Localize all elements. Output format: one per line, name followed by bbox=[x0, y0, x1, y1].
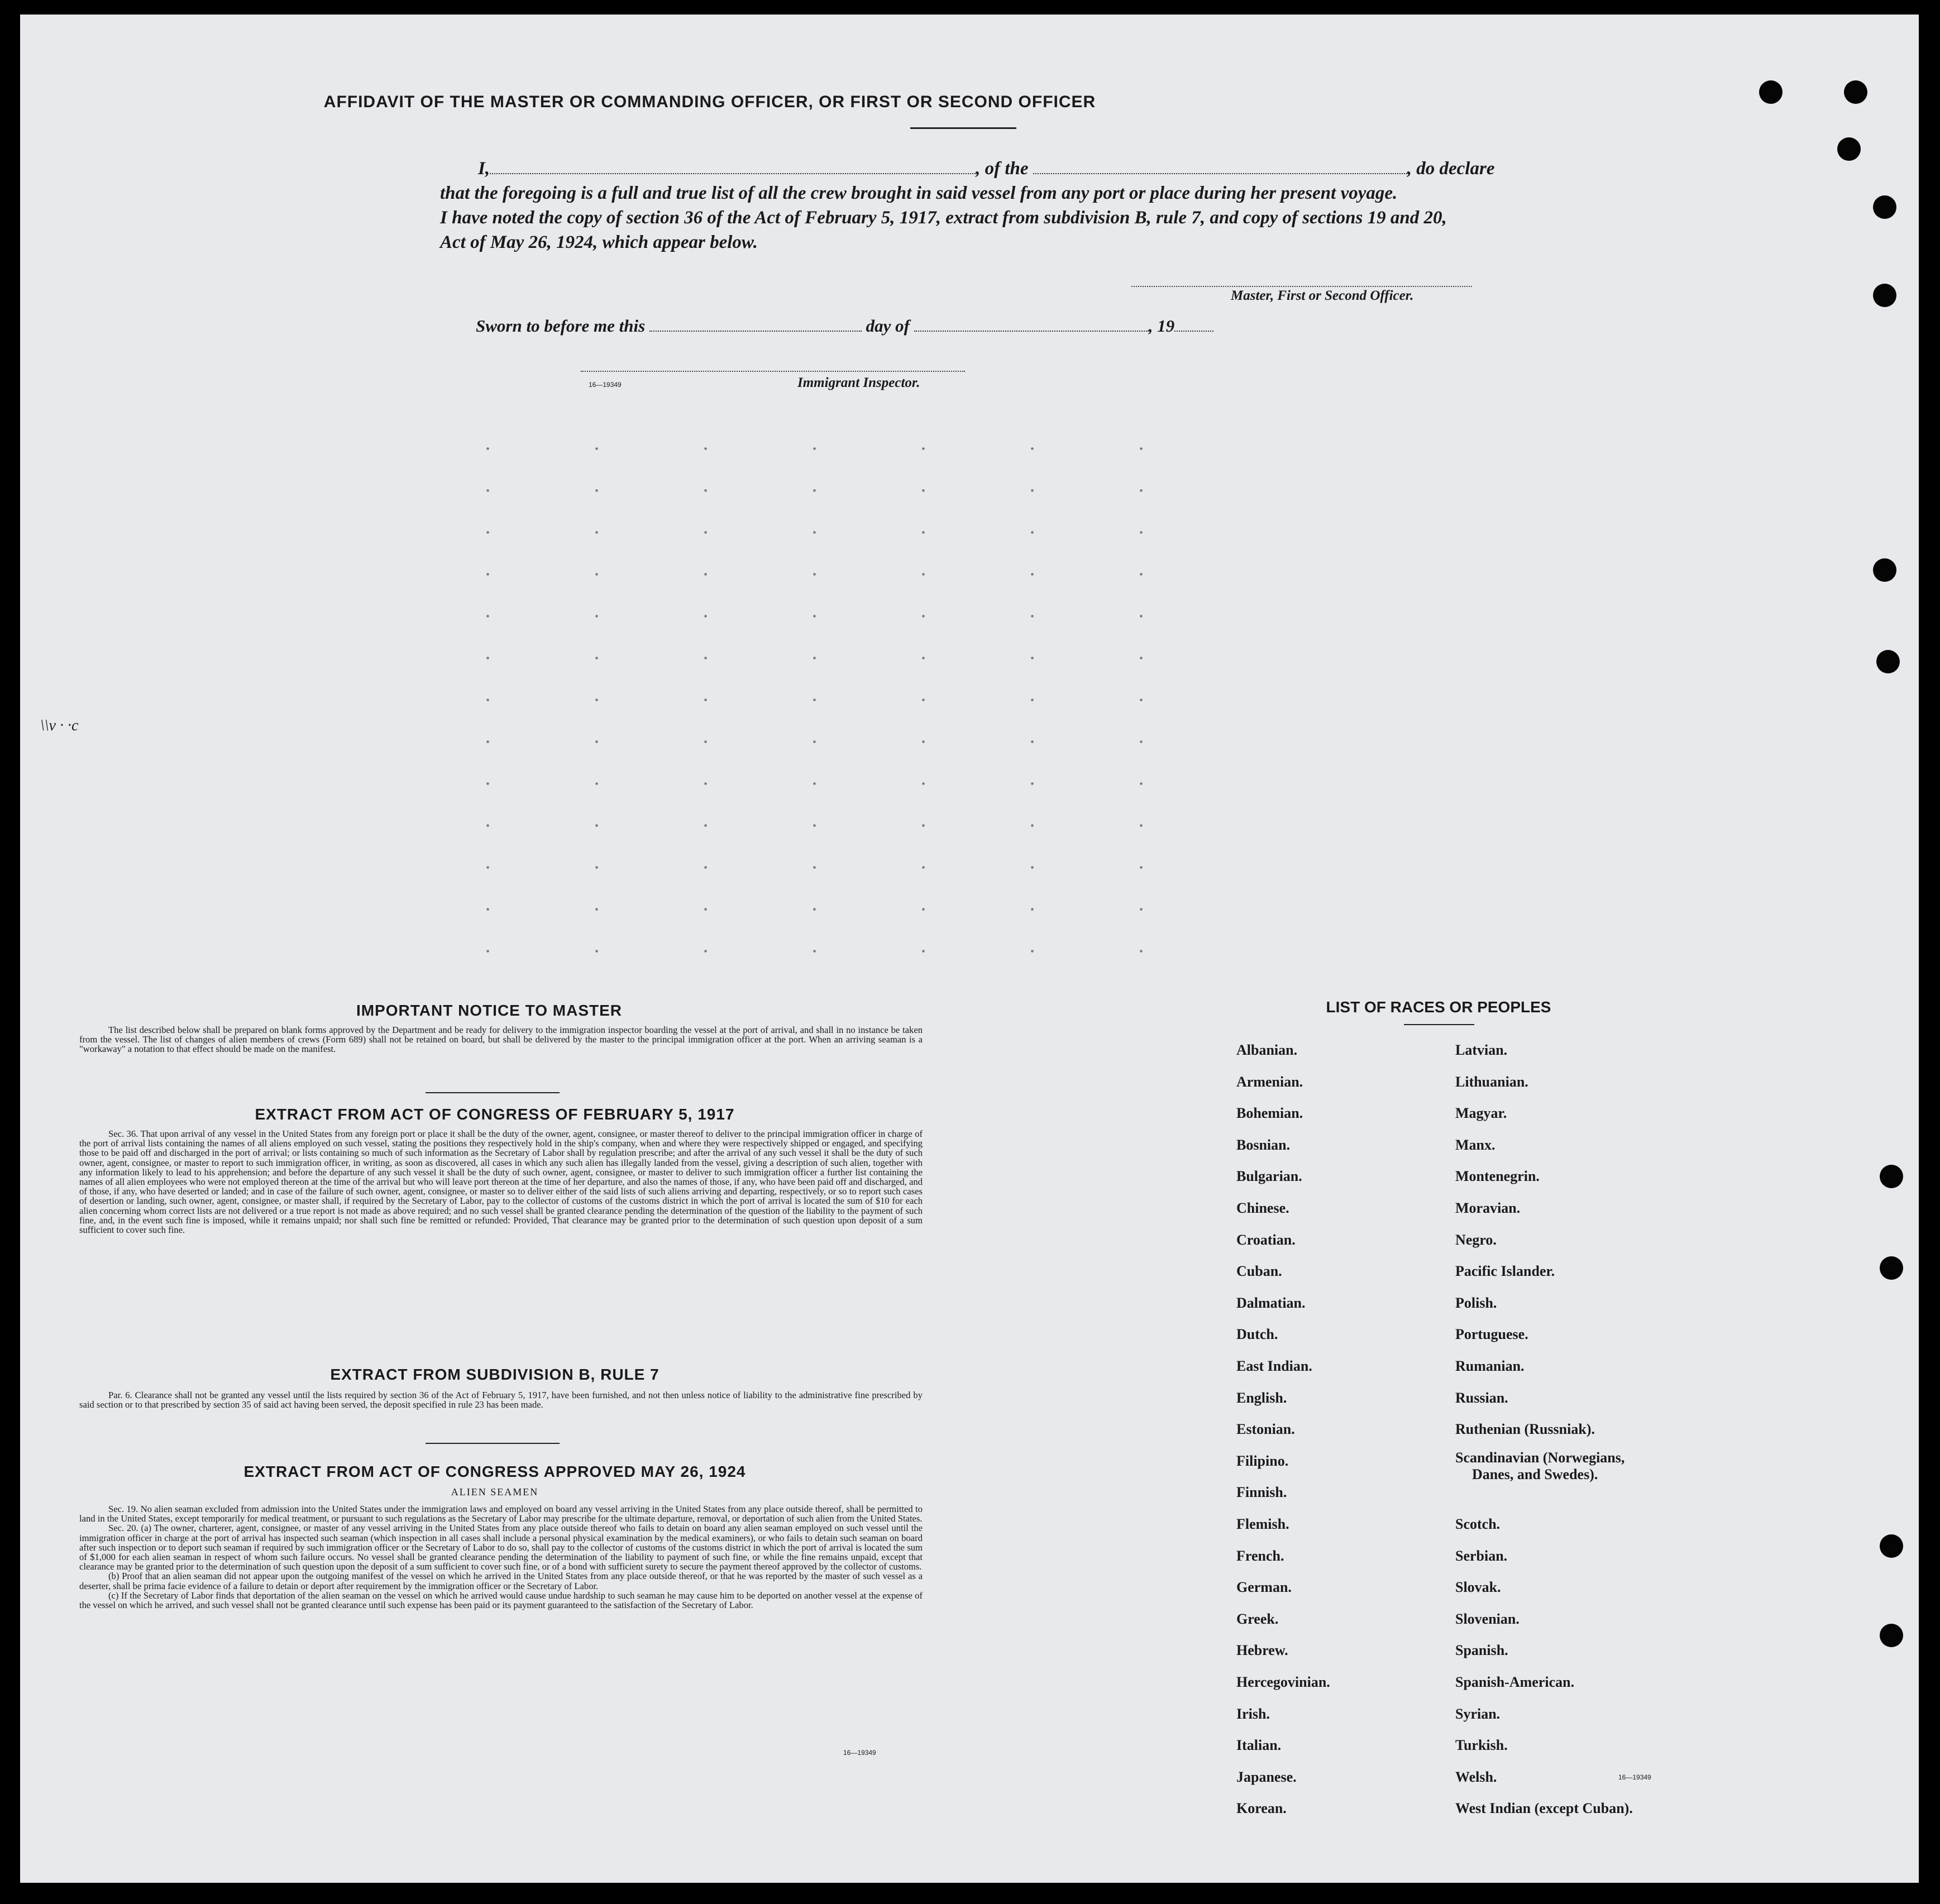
race-item: Flemish. bbox=[1236, 1516, 1289, 1532]
race-item: Scandinavian (Norwegians, bbox=[1455, 1449, 1625, 1466]
sworn-day-blank[interactable] bbox=[649, 318, 862, 332]
race-item: Ruthenian (Russniak). bbox=[1455, 1421, 1595, 1438]
punch-hole bbox=[1837, 137, 1861, 161]
rule-7-title: EXTRACT FROM SUBDIVISION B, RULE 7 bbox=[330, 1366, 660, 1383]
race-item: English. bbox=[1236, 1389, 1287, 1406]
punch-hole bbox=[1876, 650, 1900, 673]
punch-hole bbox=[1880, 1624, 1903, 1647]
rule-7-text: Par. 6. Clearance shall not be granted any vessel until the lists required by section 36 of the Act of February 5, 1917, have been furnished, and not then unless notice of liability to the administrative fine prescribed by said section or to that prescribed by section 35 of said act having been served, the deposit specified in rule 23 has been made. bbox=[79, 1390, 923, 1410]
extract-1924-title: EXTRACT FROM ACT OF CONGRESS APPROVED MAY 26, 1924 bbox=[243, 1463, 746, 1480]
race-item: Hebrew. bbox=[1236, 1642, 1288, 1659]
extract-1917-text: Sec. 36. That upon arrival of any vessel in the United States from any foreign port or place it shall be the duty of the owner, agent, consignee, or master thereof to deliver to the principal immigration officer in charge of the port of arrival lists containing the names of all aliens employed on such vessel, stating the positions they respectively hold in the ship's company, when and where they were respectively shipped or engaged, and specifying those to be paid off and discharged in the port of arrival; or lists containing so much of such information as the Secretary of Labor shall by regulation prescribe; and after the arrival of any such vessel it shall be the duty of such owner, agent, consignee, or master to report to such immigration officer, in writing, as soon as discovered, all cases in which any such alien has illegally landed from the vessel, giving a description of such alien, together with any information likely to lead to his apprehension; and before the departure of any such vessel it shall be the duty of such owner, agent, consignee, or master to deliver to such immigration officer a further list containing the names of all alien employees who were not employed thereon at the time of the arrival but who will leave port thereon at the time of her departure, and also the names of those, if any, who have been paid off and discharged, and of those, if any, who have deserted or landed; and in case of the failure of such owner, agent, consignee, or master so to deliver either of the said lists of such aliens arriving and departing, respectively, or so to report such cases of desertion or landing, such owner, agent, consignee, or master shall, if required by the Secretary of Labor, pay to the collector of customs of the customs district in which the port of arrival is located the sum of $10 for each alien concerning whom correct lists are not delivered or a true report is not made as above required; and no such vessel shall be granted clearance pending the determination of the question of the liability to the payment of such fine, and, in the event such fine is imposed, while it remains unpaid; nor shall such fine be remitted or refunded: Provided, That clearance may be granted prior to the determination of such question upon deposit of a sum sufficient to cover such fine. bbox=[79, 1128, 923, 1236]
races-title: LIST OF RACES OR PEOPLES bbox=[1326, 998, 1551, 1016]
divider bbox=[910, 127, 1016, 129]
punch-hole bbox=[1873, 558, 1896, 582]
race-item: Dutch. bbox=[1236, 1326, 1278, 1343]
form-sheet bbox=[20, 15, 1919, 1883]
sec-19-text: Sec. 19. No alien seaman excluded from admission into the United States under the immigration laws and employed on board any vessel arriving in the United States from any place outside thereof, shall be permitted to land in the United States, except temporarily for medical treatment, or pursuant to such regulations as the Secretary of Labor may prescribe for the ultimate departure, removal, or deportation of such alien from the United States. bbox=[79, 1504, 923, 1524]
race-item: Latvian. bbox=[1455, 1042, 1508, 1058]
race-item: Japanese. bbox=[1236, 1768, 1297, 1785]
year-blank[interactable] bbox=[1174, 318, 1213, 332]
affidavit-line-4: Act of May 26, 1924, which appear below. bbox=[440, 232, 758, 252]
punch-hole bbox=[1873, 284, 1896, 307]
race-item: Rumanian. bbox=[1455, 1358, 1525, 1374]
race-item: Syrian. bbox=[1455, 1705, 1501, 1722]
sworn-text: Sworn to before me this bbox=[476, 316, 646, 336]
race-item: Italian. bbox=[1236, 1737, 1282, 1754]
race-item: Lithuanian. bbox=[1455, 1073, 1528, 1090]
punch-hole bbox=[1880, 1534, 1903, 1558]
affidavit-line-1 bbox=[478, 159, 1494, 179]
race-item: Slovenian. bbox=[1455, 1610, 1519, 1627]
sworn-month-blank[interactable] bbox=[914, 318, 1149, 332]
alien-seamen-subtitle: ALIEN SEAMEN bbox=[451, 1486, 539, 1498]
race-item: Spanish. bbox=[1455, 1642, 1508, 1659]
race-item: Croatian. bbox=[1236, 1231, 1296, 1248]
vessel-blank[interactable] bbox=[1033, 161, 1407, 174]
inspector-label: Immigrant Inspector. bbox=[797, 375, 920, 390]
race-item: Negro. bbox=[1455, 1231, 1497, 1248]
race-item: Manx. bbox=[1455, 1136, 1495, 1153]
name-blank[interactable] bbox=[490, 161, 976, 174]
race-item: Scotch. bbox=[1455, 1516, 1501, 1532]
race-item: Portuguese. bbox=[1455, 1326, 1528, 1343]
race-item: Spanish-American. bbox=[1455, 1674, 1575, 1690]
race-item: Pacific Islander. bbox=[1455, 1263, 1555, 1280]
inspector-signature-line[interactable] bbox=[581, 371, 965, 372]
race-item: Danes, and Swedes). bbox=[1472, 1466, 1598, 1482]
race-item: Russian. bbox=[1455, 1389, 1508, 1406]
race-item: Montenegrin. bbox=[1455, 1168, 1540, 1185]
master-signature-line[interactable] bbox=[1131, 286, 1472, 287]
extract-1917-title: EXTRACT FROM ACT OF CONGRESS OF FEBRUARY 5, 1917 bbox=[255, 1106, 735, 1123]
race-item: West Indian (except Cuban). bbox=[1455, 1800, 1633, 1817]
race-item: Korean. bbox=[1236, 1800, 1287, 1817]
affidavit-declare: , do declare bbox=[1407, 159, 1495, 179]
form-number: 16—19349 bbox=[843, 1749, 876, 1757]
race-item: Welsh. bbox=[1455, 1768, 1497, 1785]
form-number: 16—19349 bbox=[589, 381, 622, 389]
affidavit-line-3: I have noted the copy of section 36 of the Act of February 5, 1917, extract from subdivision B, rule 7, and copy of sections 19 and 20, bbox=[440, 208, 1447, 228]
affidavit-of: , of the bbox=[976, 159, 1029, 179]
affidavit-i: I, bbox=[478, 159, 490, 179]
race-item: Bulgarian. bbox=[1236, 1168, 1302, 1185]
affidavit-title: AFFIDAVIT OF THE MASTER OR COMMANDING OFFICER, OR FIRST OR SECOND OFFICER bbox=[323, 93, 1096, 111]
race-item: Slovak. bbox=[1455, 1579, 1501, 1596]
race-item: Magyar. bbox=[1455, 1105, 1507, 1122]
affidavit-line-2: that the foregoing is a full and true list of all the crew brought in said vessel from any port or place during her present voyage. bbox=[440, 183, 1398, 203]
sec-20a-text: Sec. 20. (a) The owner, charterer, agent, consignee, or master of any vessel arriving in the United States from any place outside thereof who fails to detain on board any alien seaman employed on such vessel until the immigration officer in charge at the port of arrival has inspected such seaman (which inspection in all cases shall include a personal physical examination by the medical examiners), or who fails to detain such seaman on board after such inspection or to deport such seaman if required by such immigration officer or the Secretary of Labor to do so, shall pay to the collector of customs of the customs district in which the port of arrival is located the sum of $1,000 for each alien seaman in respect of whom such failure occurs. No vessel shall be granted clearance pending the determination of the liability to payment of such fine, or while the fine remains unpaid, except that clearance may be granted prior to the determination of such question upon the deposit of a sum sufficient to cover such fine, or of a bond with sufficient surety to secure the payment thereof approved by the collector of customs. bbox=[79, 1523, 923, 1572]
sec-20b-text: (b) Proof that an alien seaman did not appear upon the outgoing manifest of the vessel on which he arrived in the United States from any place outside thereof, or that he was reported by the master of such vessel as a deserter, shall be prima facie evidence of a failure to detain or deport after requirement by the immigration officer or the Secretary of Labor. bbox=[79, 1571, 923, 1591]
race-item: Turkish. bbox=[1455, 1737, 1508, 1754]
race-item: French. bbox=[1236, 1547, 1284, 1564]
race-item: Albanian. bbox=[1236, 1042, 1298, 1058]
race-item: Cuban. bbox=[1236, 1263, 1282, 1280]
race-item: Serbian. bbox=[1455, 1547, 1508, 1564]
extract-1924-text bbox=[79, 1504, 923, 1610]
race-item: Greek. bbox=[1236, 1610, 1279, 1627]
race-item: Finnish. bbox=[1236, 1484, 1287, 1501]
faint-dot-pattern bbox=[433, 428, 1226, 958]
race-item: Estonian. bbox=[1236, 1421, 1295, 1438]
race-item: Moravian. bbox=[1455, 1200, 1521, 1216]
race-item: East Indian. bbox=[1236, 1358, 1312, 1374]
race-item: Irish. bbox=[1236, 1705, 1270, 1722]
punch-hole bbox=[1759, 80, 1783, 104]
race-item: Chinese. bbox=[1236, 1200, 1289, 1216]
race-item: Hercegovinian. bbox=[1236, 1674, 1330, 1690]
form-number: 16—19349 bbox=[1618, 1773, 1651, 1781]
race-item: Bosnian. bbox=[1236, 1136, 1291, 1153]
day-of-text: day of bbox=[866, 316, 910, 336]
race-item: Filipino. bbox=[1236, 1452, 1289, 1469]
race-item: Armenian. bbox=[1236, 1073, 1303, 1090]
handwritten-mark: \\v · ·c bbox=[40, 717, 79, 734]
sworn-line bbox=[476, 316, 1213, 336]
punch-hole bbox=[1880, 1165, 1903, 1188]
divider bbox=[426, 1092, 560, 1093]
divider bbox=[426, 1443, 560, 1444]
master-label: Master, First or Second Officer. bbox=[1231, 288, 1414, 303]
race-item: German. bbox=[1236, 1579, 1292, 1596]
punch-hole bbox=[1844, 80, 1867, 104]
year-text: , 19 bbox=[1148, 316, 1175, 336]
notice-text: The list described below shall be prepared on blank forms approved by the Department and be ready for delivery to the immigration inspector boarding the vessel at the port of arrival, and shall in no instance be taken from the vessel. The list of changes of alien members of crews (Form 689) shall not be retained on board, but shall be delivered by the master to the principal immigration officer at the port. When an arriving seaman is a "workaway" a notation to that effect should be made on the manifest. bbox=[79, 1025, 923, 1055]
race-item: Dalmatian. bbox=[1236, 1294, 1306, 1311]
race-item: Bohemian. bbox=[1236, 1105, 1303, 1122]
sec-20c-text: (c) If the Secretary of Labor finds that deportation of the alien seaman on the vessel on which he arrived would cause undue hardship to such seaman he may cause him to be deported on another vessel at the expense of the vessel on which he arrived, and such vessel shall not be granted clearance until such expense has been paid or its payment guaranteed to the satisfaction of the Secretary of Labor. bbox=[79, 1590, 923, 1611]
punch-hole bbox=[1880, 1256, 1903, 1280]
punch-hole bbox=[1873, 195, 1896, 219]
notice-title: IMPORTANT NOTICE TO MASTER bbox=[356, 1002, 623, 1019]
divider bbox=[1404, 1024, 1474, 1025]
race-item: Polish. bbox=[1455, 1294, 1497, 1311]
